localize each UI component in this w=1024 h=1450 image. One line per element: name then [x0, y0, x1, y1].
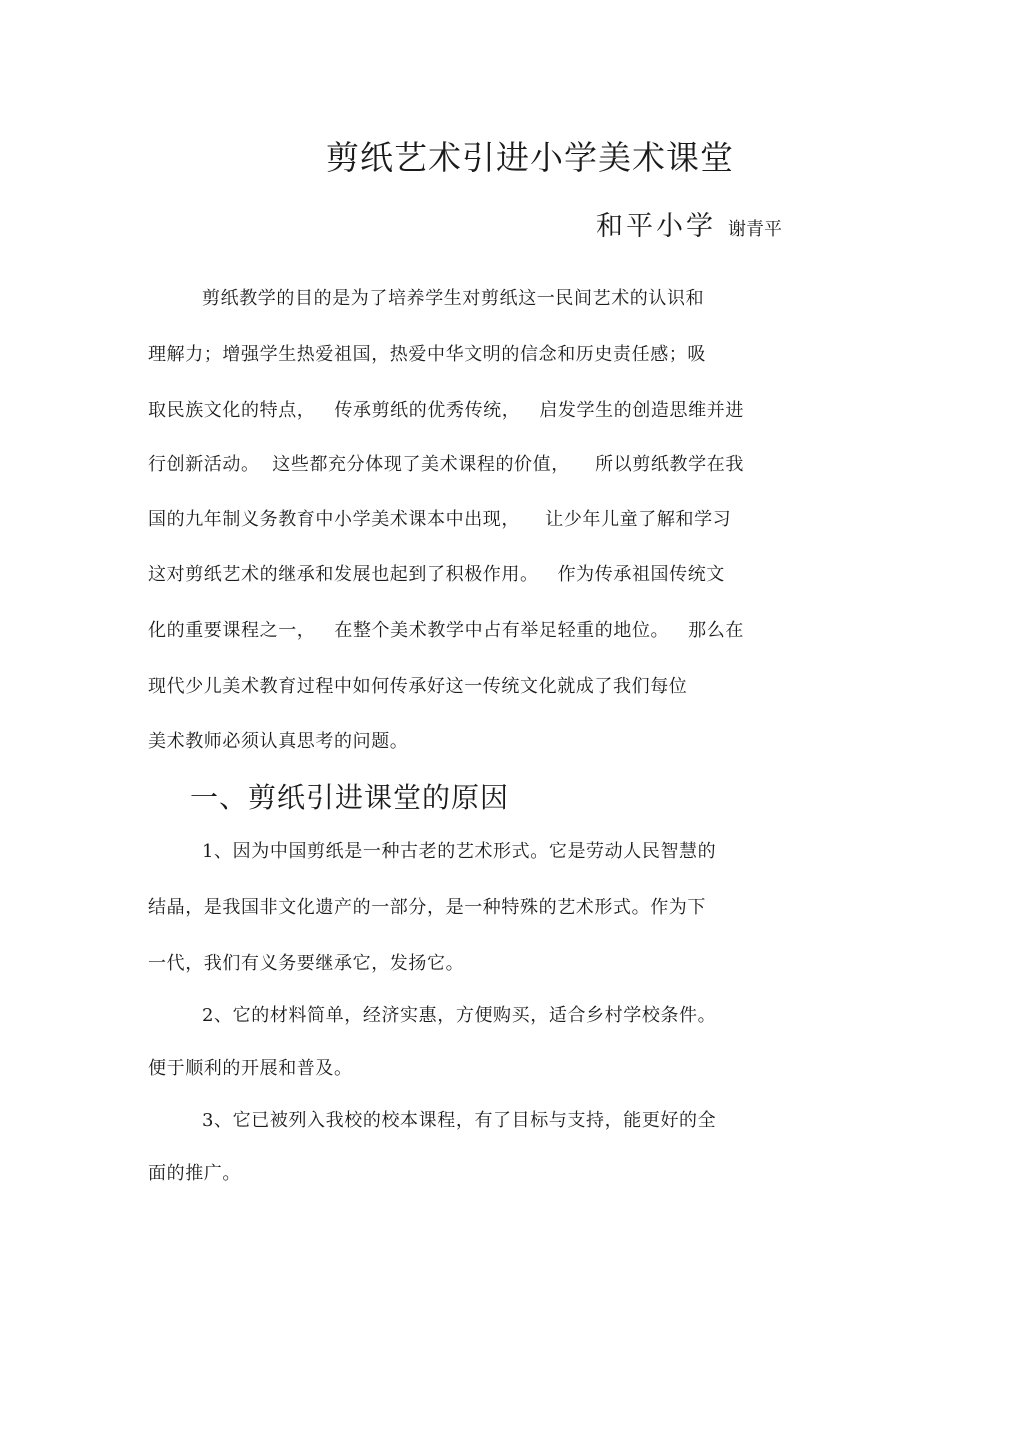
reason-line: 便于顺利的开展和普及。	[148, 1058, 353, 1079]
intro-line: 行创新活动。 这些都充分体现了美术课程的价值， 所以剪纸教学在我	[148, 454, 744, 475]
reason-line: 3、它已被列入我校的校本课程，有了目标与支持，能更好的全	[202, 1110, 717, 1131]
intro-line: 这对剪纸艺术的继承和发展也起到了积极作用。 作为传承祖国传统文	[148, 564, 725, 585]
intro-line: 剪纸教学的目的是为了培养学生对剪纸这一民间艺术的认识和	[202, 288, 705, 309]
school-name: 和平小学	[596, 211, 716, 242]
reason-line: 面的推广。	[148, 1163, 241, 1184]
intro-line: 理解力；增强学生热爱祖国，热爱中华文明的信念和历史责任感；吸	[148, 344, 706, 365]
section-heading: 一、剪纸引进课堂的原因	[190, 781, 510, 814]
author-name: 谢青平	[728, 219, 782, 240]
document-title: 剪纸艺术引进小学美术课堂	[326, 138, 734, 177]
reason-line: 1、因为中国剪纸是一种古老的艺术形式。它是劳动人民智慧的	[202, 841, 717, 862]
intro-line: 美术教师必须认真思考的问题。	[148, 731, 409, 752]
intro-line: 国的九年制义务教育中小学美术课本中出现， 让少年儿童了解和学习	[148, 509, 732, 530]
intro-line: 取民族文化的特点， 传承剪纸的优秀传统， 启发学生的创造思维并进	[148, 400, 744, 421]
reason-line: 一代，我们有义务要继承它，发扬它。	[148, 953, 465, 974]
intro-line: 化的重要课程之一， 在整个美术教学中占有举足轻重的地位。 那么在	[148, 620, 744, 641]
reason-line: 结晶，是我国非文化遗产的一部分，是一种特殊的艺术形式。作为下	[148, 897, 706, 918]
byline	[596, 204, 782, 243]
intro-line: 现代少儿美术教育过程中如何传承好这一传统文化就成了我们每位	[148, 676, 688, 697]
reason-line: 2、它的材料简单，经济实惠，方便购买，适合乡村学校条件。	[202, 1005, 717, 1026]
